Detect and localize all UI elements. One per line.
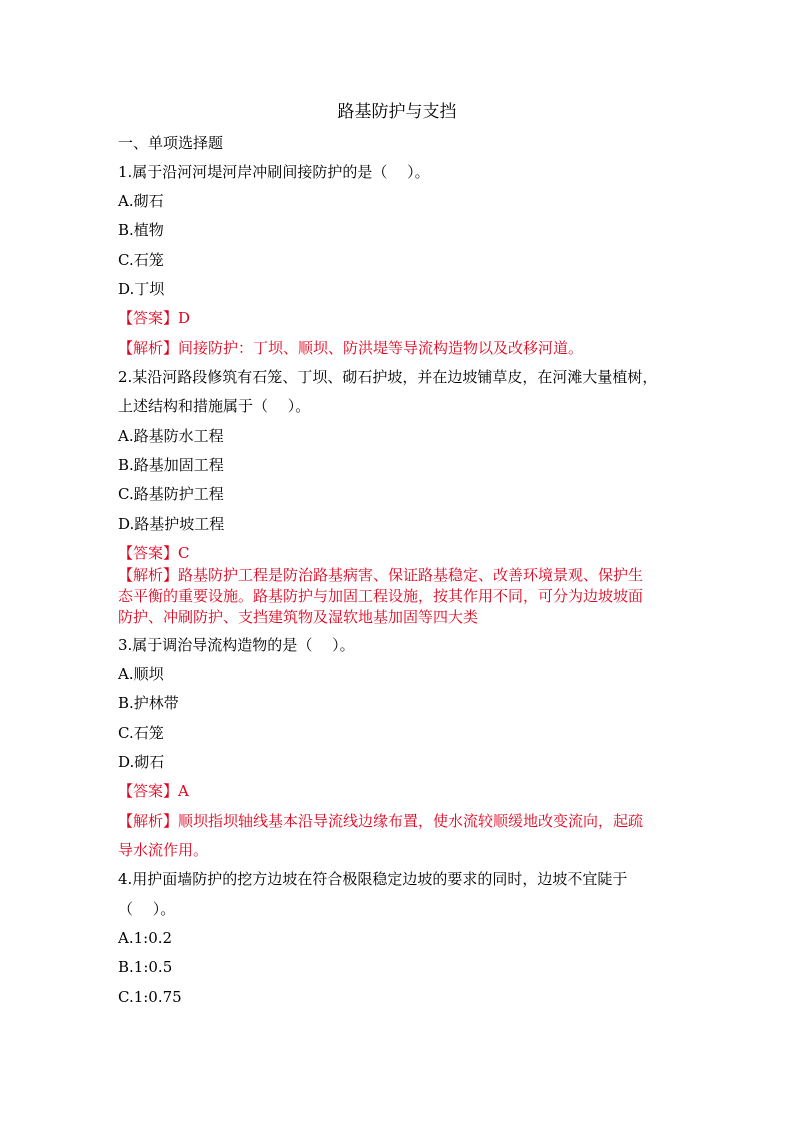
question-2-option-b: B.路基加固工程 [118, 456, 224, 474]
question-4-option-c: C.1:0.75 [118, 988, 182, 1006]
question-3-analysis-line-1: 【解析】顺坝指坝轴线基本沿导流线边缘布置，使水流较顺缓地改变流向，起疏 [118, 812, 644, 830]
question-2-stem-line-2: 上述结构和措施属于（ ）。 [118, 397, 311, 415]
question-1-option-b: B.植物 [118, 221, 164, 239]
question-1-option-a: A.砌石 [118, 192, 164, 210]
question-1-stem: 1.属于沿河河堤河岸冲刷间接防护的是（ ）。 [118, 163, 430, 181]
section-heading: 一、单项选择题 [118, 134, 224, 152]
question-1-analysis: 【解析】间接防护：丁坝、顺坝、防洪堤等导流构造物以及改移河道。 [118, 339, 584, 357]
question-3-analysis-line-2: 导水流作用。 [118, 841, 209, 859]
question-3-answer: 【答案】A [118, 782, 189, 800]
question-1-answer: 【答案】D [118, 309, 191, 327]
question-3-option-b: B.护林带 [118, 694, 179, 712]
question-3-option-a: A.顺坝 [118, 665, 164, 683]
question-3-stem: 3.属于调治导流构造物的是（ ）。 [118, 636, 355, 654]
question-4-stem-line-2: （ ）。 [118, 900, 176, 918]
question-2-option-a: A.路基防水工程 [118, 427, 224, 445]
question-2-analysis-line-2: 态平衡的重要设施。路基防护与加固工程设施，按其作用不同，可分为边坡坡面 [118, 587, 644, 605]
question-3-option-d: D.砌石 [118, 753, 165, 771]
document-title: 路基防护与支挡 [337, 102, 457, 122]
question-2-option-d: D.路基护坡工程 [118, 515, 225, 533]
question-4-stem-line-1: 4.用护面墙防护的挖方边坡在符合极限稳定边坡的要求的同时，边坡不宜陡于 [118, 870, 628, 888]
question-3-option-c: C.石笼 [118, 724, 164, 742]
question-4-option-a: A.1:0.2 [118, 929, 173, 947]
question-2-analysis-line-3: 防护、冲刷防护、支挡建筑物及湿软地基加固等四大类 [118, 608, 479, 626]
question-2-answer: 【答案】C [118, 544, 190, 562]
question-2-stem-line-1: 2.某沿河路段修筑有石笼、丁坝、砌石护坡，并在边坡铺草皮，在河滩大量植树， [118, 368, 658, 386]
question-1-option-c: C.石笼 [118, 251, 164, 269]
question-4-option-b: B.1:0.5 [118, 958, 173, 976]
question-2-option-c: C.路基防护工程 [118, 485, 224, 503]
question-1-option-d: D.丁坝 [118, 280, 165, 298]
question-2-analysis-line-1: 【解析】路基防护工程是防治路基病害、保证路基稳定、改善环境景观、保护生 [118, 566, 644, 584]
